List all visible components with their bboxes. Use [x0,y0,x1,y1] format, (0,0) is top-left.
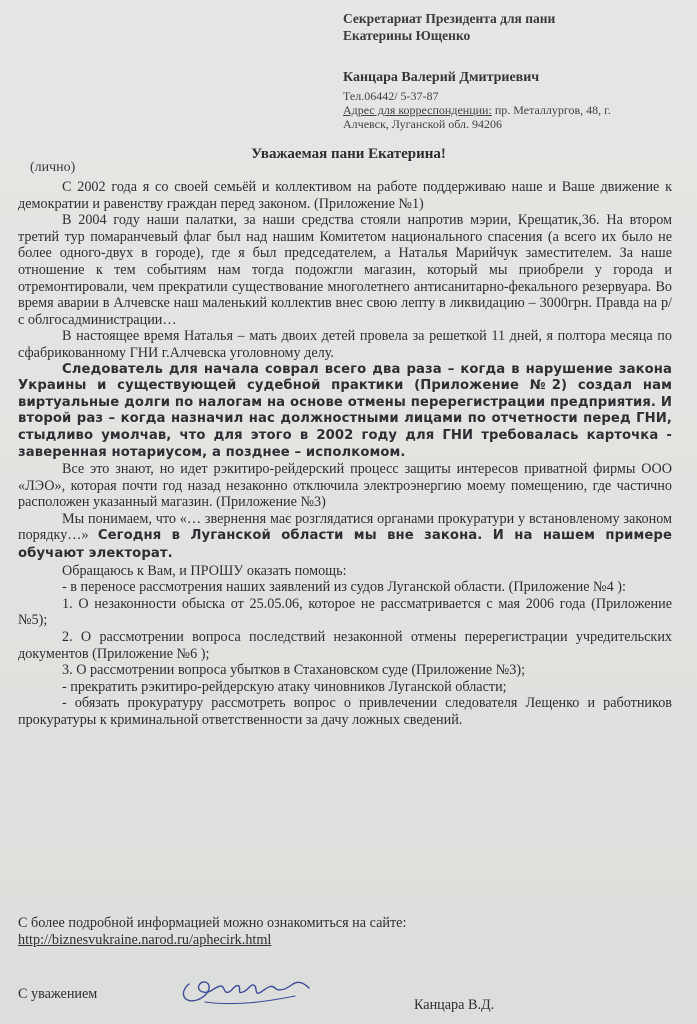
paragraph-present: В настоящее время Наталья – мать двоих детей провела за решеткой 11 дней, я полтора месяца по сфабрикованному ГНИ г.Алчевска уголовному делу. [18,328,672,361]
sender-phone: Тел.06442/ 5-37-87 [343,89,439,103]
request-item-3: 3. О рассмотрении вопроса убытков в Стахановском суде (Приложение №3); [62,662,526,679]
closing: С уважением [18,986,98,1002]
addressee-line1: Секретариат Президента для пани [343,11,556,26]
letter-body [18,179,672,729]
signature-image [175,962,315,1010]
website-text: С более подробной информацией можно ознакомиться на сайте: [18,915,407,931]
paragraph-request: Обращаюсь к Вам, и ПРОШУ оказать помощь: [62,562,347,579]
addressee-line2: Екатерины Ющенко [343,28,471,43]
request-stop-attack: - прекратить рэкитиро-рейдерскую атаку чиновников Луганской области; [62,678,507,695]
address-line1: пр. Металлургов, 48, г. [491,103,611,117]
sender-name: Канцара Валерий Дмитриевич [343,70,540,85]
paragraph-raider: Все это знают, но идет рэкитиро-рейдерский процесс защиты интересов приватной фирмы ООО «ЛЭО», которая почти год назад незаконно отключила электроэнергию моему помещению, где частично расположен указанный магазин. (Приложение №3) [18,461,672,511]
address-line2: Алчевск, Луганской обл. 94206 [343,117,503,131]
address-label: Адрес для корреспонденции: [343,103,492,117]
outlaw-statement: Сегодня в Луганской области мы вне закона. И на нашем примере обучают электорат. [18,528,673,562]
paragraph-understand [18,511,672,563]
request-transfer: - в переносе рассмотрения наших заявлений из судов Луганской области. (Приложение №4 ): [62,579,626,596]
website-note [18,915,672,948]
quote-text: Мы понимаем, что «… звернення має розглядатися органами прокуратури у встановленому законом порядку…» [18,510,672,544]
sender-address [343,103,688,131]
addressee [343,10,683,44]
website-link[interactable]: http://biznesvukraine.narod.ru/aphecirk.html [18,931,272,948]
salutation: Уважаемая пани Екатерина! [251,146,446,162]
paragraph-investigator: Следователь для начала соврал всего два раза – когда в нарушение закона Украины и существующей судебной практики (Приложение №2) создал нам виртуальные долги по налогам на основе отмены перерегистрации предприятия. И второй раз – когда назначил нас должностными лицами по отчетности перед ГНИ, стыдливо умолчав, что для этого в 2002 году для ГНИ требовалась карточка - заверенная нотариусом, а позднее – исполкомом. [18,361,672,460]
request-item-1: 1. О незаконности обыска от 25.05.06, которое не рассматривается с мая 2006 года (Приложение №5); [18,595,672,629]
signer-name: Канцара В.Д. [414,997,495,1013]
personal-note: (лично) [30,160,76,175]
request-item-2: 2. О рассмотрении вопроса последствий незаконной отмены перерегистрации учредительских документов (Приложение №6 ); [18,629,672,662]
paragraph-2004: В 2004 году наши палатки, за наши средства стояли напротив мэрии, Крещатик,36. На втором третий тур помаранчевый флаг был над нашим Комитетом национального спасения (а всего их было не более одного-двух в городе), где я был председателем, а Наталья Марийчук заместителем. За наше отношение к тем событиям нам тогда подожгли магазин, который мы приобрели у города и отремонтировали, чем прекратили существование многолетнего антисанитарно-фекального резервуара. Во время аварии в Алчевске наш маленький коллектив внес свою лепту в ликвидацию – 3000грн. Правда на р/с облгосадминистрации… [18,212,672,328]
request-prosecution: - обязать прокуратуру рассмотреть вопрос о привлечении следователя Лещенко и работников прокуратуры к криминальной ответственности за дачу ложных сведений. [18,695,672,728]
paragraph-support: С 2002 года я со своей семьёй и коллективом на работе поддерживаю наше и Ваше движение к демократии и равенству граждан перед законом. (Приложение №1) [18,179,672,212]
